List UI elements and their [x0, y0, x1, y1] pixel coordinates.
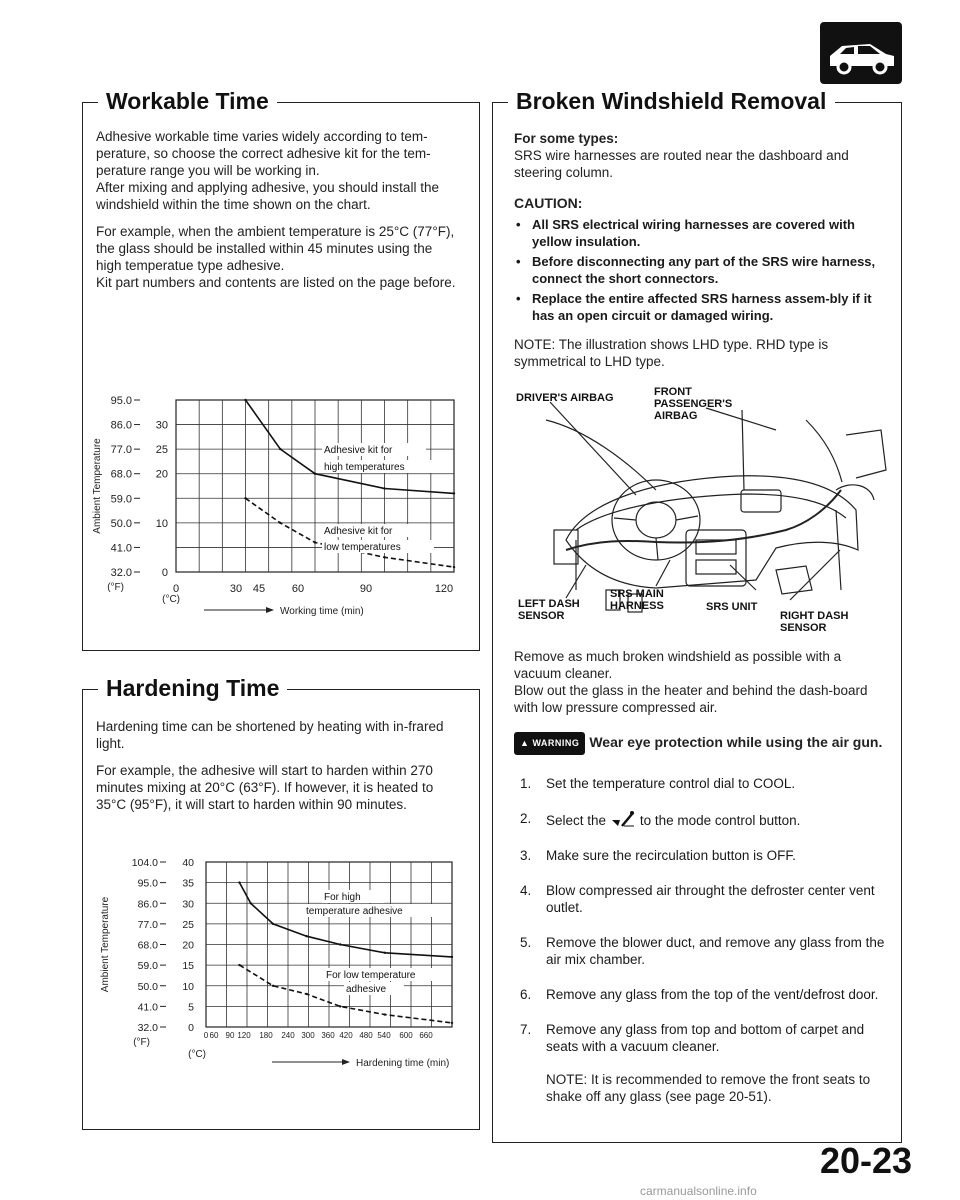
data-point [305, 935, 307, 937]
annotation-label: For high [324, 892, 361, 903]
data-point [451, 956, 453, 958]
y-tick-f-label: 32.0 [137, 1022, 158, 1034]
y-tick-f-label: 77.0 [110, 444, 132, 457]
x-tick-label: 480 [359, 1031, 373, 1040]
x-tick-label: 180 [259, 1031, 273, 1040]
warning-badge [514, 732, 585, 755]
label-srs-main-harness: SRS MAIN HARNESS [610, 588, 664, 612]
y-tick-f-label: 68.0 [137, 939, 158, 952]
y-tick-f-label: 95.0 [137, 877, 158, 890]
x-tick-label: 90 [359, 583, 373, 595]
page-number: 20-23 [820, 1140, 913, 1181]
data-point [453, 492, 455, 494]
car-side-icon [820, 22, 902, 84]
step-text: Set the temperature control dial to COOL. [546, 776, 796, 791]
srs-diagram [506, 386, 898, 642]
hardening-p1: Hardening time can be shortened by heating with in-frared light. [96, 719, 444, 751]
data-point [314, 473, 316, 475]
defrost-floor-mode-icon [610, 810, 640, 828]
y-tick-f-label: 68.0 [110, 468, 132, 481]
x-tick-label: 240 [281, 1031, 295, 1040]
data-point [384, 952, 386, 954]
step-text: Remove any glass from the top of the vent/defrost door. [546, 987, 879, 1002]
data-point [305, 993, 307, 995]
y-tick-f-label: 86.0 [110, 419, 132, 432]
step-text-before: Select the [546, 813, 607, 828]
x-tick-label: 660 [419, 1031, 433, 1040]
x-tick-label: 45 [252, 583, 266, 595]
step-item [514, 810, 886, 829]
step-item [514, 847, 886, 864]
annotation-label: high temperatures [324, 462, 405, 473]
y-tick-f-label: 32.0 [110, 567, 132, 579]
label-left-dash-sensor: LEFT DASH SENSOR [518, 598, 580, 622]
warning-triangle-icon: ▲ [520, 738, 530, 748]
note-seats: NOTE: It is recommended to remove the front seats to shake off any glass (see page 20-51). [546, 1072, 871, 1104]
hardening-p2: For example, the adhesive will start to harden within 270 minutes mixing at 20°C (63°F). If however, it is heated to 35°C (95°F), it will start to harden within 90 minutes. [96, 763, 434, 812]
data-point [244, 497, 246, 499]
y-axis-label: Ambient Temperature [100, 896, 111, 993]
workable-title: Workable Time [98, 88, 277, 115]
annotation-label: low temperatures [324, 542, 401, 553]
workable-text [96, 128, 460, 301]
workable-chart-svg [84, 380, 476, 650]
step-item [514, 986, 886, 1003]
warning-badge-text: WARNING [532, 738, 580, 748]
y-tick-c-label: 40 [182, 857, 194, 869]
step-text [546, 810, 800, 829]
y-tick-c-label: 10 [182, 980, 194, 993]
hardening-rule-right [280, 689, 480, 690]
hardening-chart-svg [84, 850, 476, 1070]
annotation-label: temperature adhesive [306, 906, 403, 917]
y-tick-c-label: 15 [182, 960, 194, 973]
data-point [339, 1005, 341, 1007]
x-tick-label: 540 [377, 1031, 391, 1040]
workable-p3: For example, when the ambient temperature is 25°C (77°F), the glass should be installed within 45 minutes using the high temperatue type adhesive. [96, 224, 455, 273]
x-tick-label: 120 [237, 1031, 251, 1040]
data-point [314, 541, 316, 543]
step-text-after: to the mode control button. [639, 813, 801, 828]
y-tick-f-label: 59.0 [110, 493, 132, 506]
data-point [238, 964, 240, 966]
hardening-chart [84, 850, 476, 1070]
workable-p1: Adhesive workable time varies widely according to tem-perature, so choose the correct adhesive kit for the tem-perature range you will be working in. [96, 129, 431, 178]
y-tick-c-label: 25 [155, 444, 168, 457]
unit-f-label: (°F) [107, 582, 124, 593]
x-tick-label: 0 [172, 583, 180, 595]
y-tick-c-label: 0 [161, 567, 168, 579]
unit-c-label: (°C) [162, 594, 180, 605]
broken-bottom-text [514, 648, 886, 1115]
y-tick-c-label: 0 [188, 1022, 194, 1034]
step-number: 4. [520, 883, 532, 898]
data-point [244, 399, 246, 401]
workable-p4: Kit part numbers and contents are listed on the page before. [96, 275, 456, 290]
types-label: For some types: [514, 131, 619, 146]
data-point [272, 985, 274, 987]
y-tick-f-label: 50.0 [137, 980, 158, 993]
y-tick-f-label: 104.0 [131, 857, 158, 869]
broken-rule-right [835, 102, 902, 103]
data-point [453, 566, 455, 568]
data-point [451, 1022, 453, 1024]
x-tick-label: 60 [209, 1031, 219, 1040]
y-tick-c-label: 20 [155, 468, 168, 481]
x-axis-label: Working time (min) [280, 606, 364, 617]
x-tick-label: 360 [321, 1031, 335, 1040]
x-tick-label: 600 [399, 1031, 413, 1040]
annotation-label: For low temperature [326, 970, 416, 981]
types-text: SRS wire harnesses are routed near the dashboard and steering column. [514, 148, 849, 180]
caution-item: • Before disconnecting any part of the SRS wire harness, connect the short connectors. [514, 253, 884, 287]
y-tick-f-label: 77.0 [137, 918, 158, 931]
y-tick-c-label: 10 [155, 517, 168, 530]
steps-list [514, 775, 886, 1055]
step-item [514, 775, 886, 792]
y-tick-c-label: 35 [182, 877, 194, 890]
broken-title: Broken Windshield Removal [508, 88, 834, 115]
label-drivers-airbag: DRIVER'S AIRBAG [516, 392, 614, 404]
step-number: 7. [520, 1022, 532, 1037]
note-lhd: NOTE: The illustration shows LHD type. RHD type is symmetrical to LHD type. [514, 337, 829, 369]
y-tick-f-label: 95.0 [110, 395, 132, 407]
step-number: 2. [520, 811, 532, 826]
x-tick-label: 420 [339, 1031, 353, 1040]
label-front-passenger-airbag: FRONT PASSENGER'S AIRBAG [654, 386, 733, 422]
workable-rule-left [82, 102, 98, 103]
x-tick-label: 300 [301, 1031, 315, 1040]
step-text: Remove any glass from top and bottom of carpet and seats with a vacuum cleaner. [546, 1022, 865, 1054]
data-point [250, 902, 252, 904]
label-srs-unit: SRS UNIT [706, 601, 758, 613]
step-number: 3. [520, 848, 532, 863]
x-tick-label: 120 [434, 583, 454, 595]
x-tick-label: 30 [229, 583, 243, 595]
warning-text: Wear eye protection while using the air gun. [589, 734, 883, 751]
data-point [339, 943, 341, 945]
x-tick-label: 60 [291, 583, 305, 595]
watermark: carmanualsonline.info [640, 1184, 757, 1198]
hardening-title: Hardening Time [98, 675, 287, 702]
y-tick-f-label: 50.0 [110, 517, 132, 530]
caution-list [514, 216, 884, 324]
warning [514, 732, 886, 755]
label-right-dash-sensor: RIGHT DASH SENSOR [780, 610, 849, 634]
data-point [383, 487, 385, 489]
annotation-label: Adhesive kit for [324, 445, 393, 456]
y-tick-f-label: 41.0 [137, 1001, 158, 1014]
step-text: Make sure the recirculation button is OFF. [546, 848, 796, 863]
y-tick-c-label: 5 [188, 1001, 194, 1014]
y-tick-c-label: 25 [182, 918, 194, 931]
step-number: 1. [520, 776, 532, 791]
y-tick-c-label: 30 [155, 419, 168, 432]
broken-rule-left [492, 102, 508, 103]
caution-title: CAUTION: [514, 195, 583, 211]
broken-top-text [514, 130, 884, 380]
y-tick-f-label: 59.0 [137, 960, 158, 973]
step-text: Blow compressed air throught the defroster center vent outlet. [546, 883, 875, 915]
caution-item-text: Replace the entire affected SRS harness assem-bly if it has an open circuit or damaged wiring. [532, 291, 872, 323]
unit-c-label: (°C) [188, 1049, 206, 1060]
y-tick-f-label: 41.0 [110, 542, 132, 555]
data-point [238, 881, 240, 883]
x-axis-label: Hardening time (min) [356, 1058, 450, 1069]
caution-item: • All SRS electrical wiring harnesses are covered with yellow insulation. [514, 216, 884, 250]
x-axis-arrow-head [266, 607, 274, 613]
data-point [279, 448, 281, 450]
workable-p2: After mixing and applying adhesive, you should install the windshield within the time shown on the chart. [96, 180, 439, 212]
annotation-label: Adhesive kit for [324, 526, 393, 537]
hardening-text [96, 718, 464, 823]
caution-item [514, 290, 884, 324]
step-item [514, 882, 886, 916]
unit-f-label: (°F) [133, 1037, 150, 1048]
y-tick-f-label: 86.0 [137, 898, 158, 911]
data-point [279, 522, 281, 524]
x-tick-label: 90 [225, 1031, 235, 1040]
data-point [383, 556, 385, 558]
step-item [514, 1021, 886, 1055]
workable-chart [84, 380, 476, 650]
x-axis-arrow-head [342, 1059, 350, 1065]
step-number: 5. [520, 935, 532, 950]
step-item [514, 934, 886, 968]
step-number: 6. [520, 987, 532, 1002]
y-axis-label: Ambient Temperature [92, 438, 103, 534]
y-tick-c-label: 30 [182, 898, 194, 911]
hardening-rule-left [82, 689, 98, 690]
data-point [272, 923, 274, 925]
blow-text: Blow out the glass in the heater and behind the dash-board with low pressure compressed air. [514, 683, 868, 715]
step-text: Remove the blower duct, and remove any glass from the air mix chamber. [546, 935, 885, 967]
x-tick-label: 0 [203, 1031, 209, 1040]
data-point [384, 1013, 386, 1015]
annotation-label: adhesive [346, 984, 387, 995]
remove-text: Remove as much broken windshield as possible with a vacuum cleaner. [514, 649, 842, 681]
y-tick-c-label: 20 [182, 939, 194, 952]
workable-rule-right [270, 102, 480, 103]
